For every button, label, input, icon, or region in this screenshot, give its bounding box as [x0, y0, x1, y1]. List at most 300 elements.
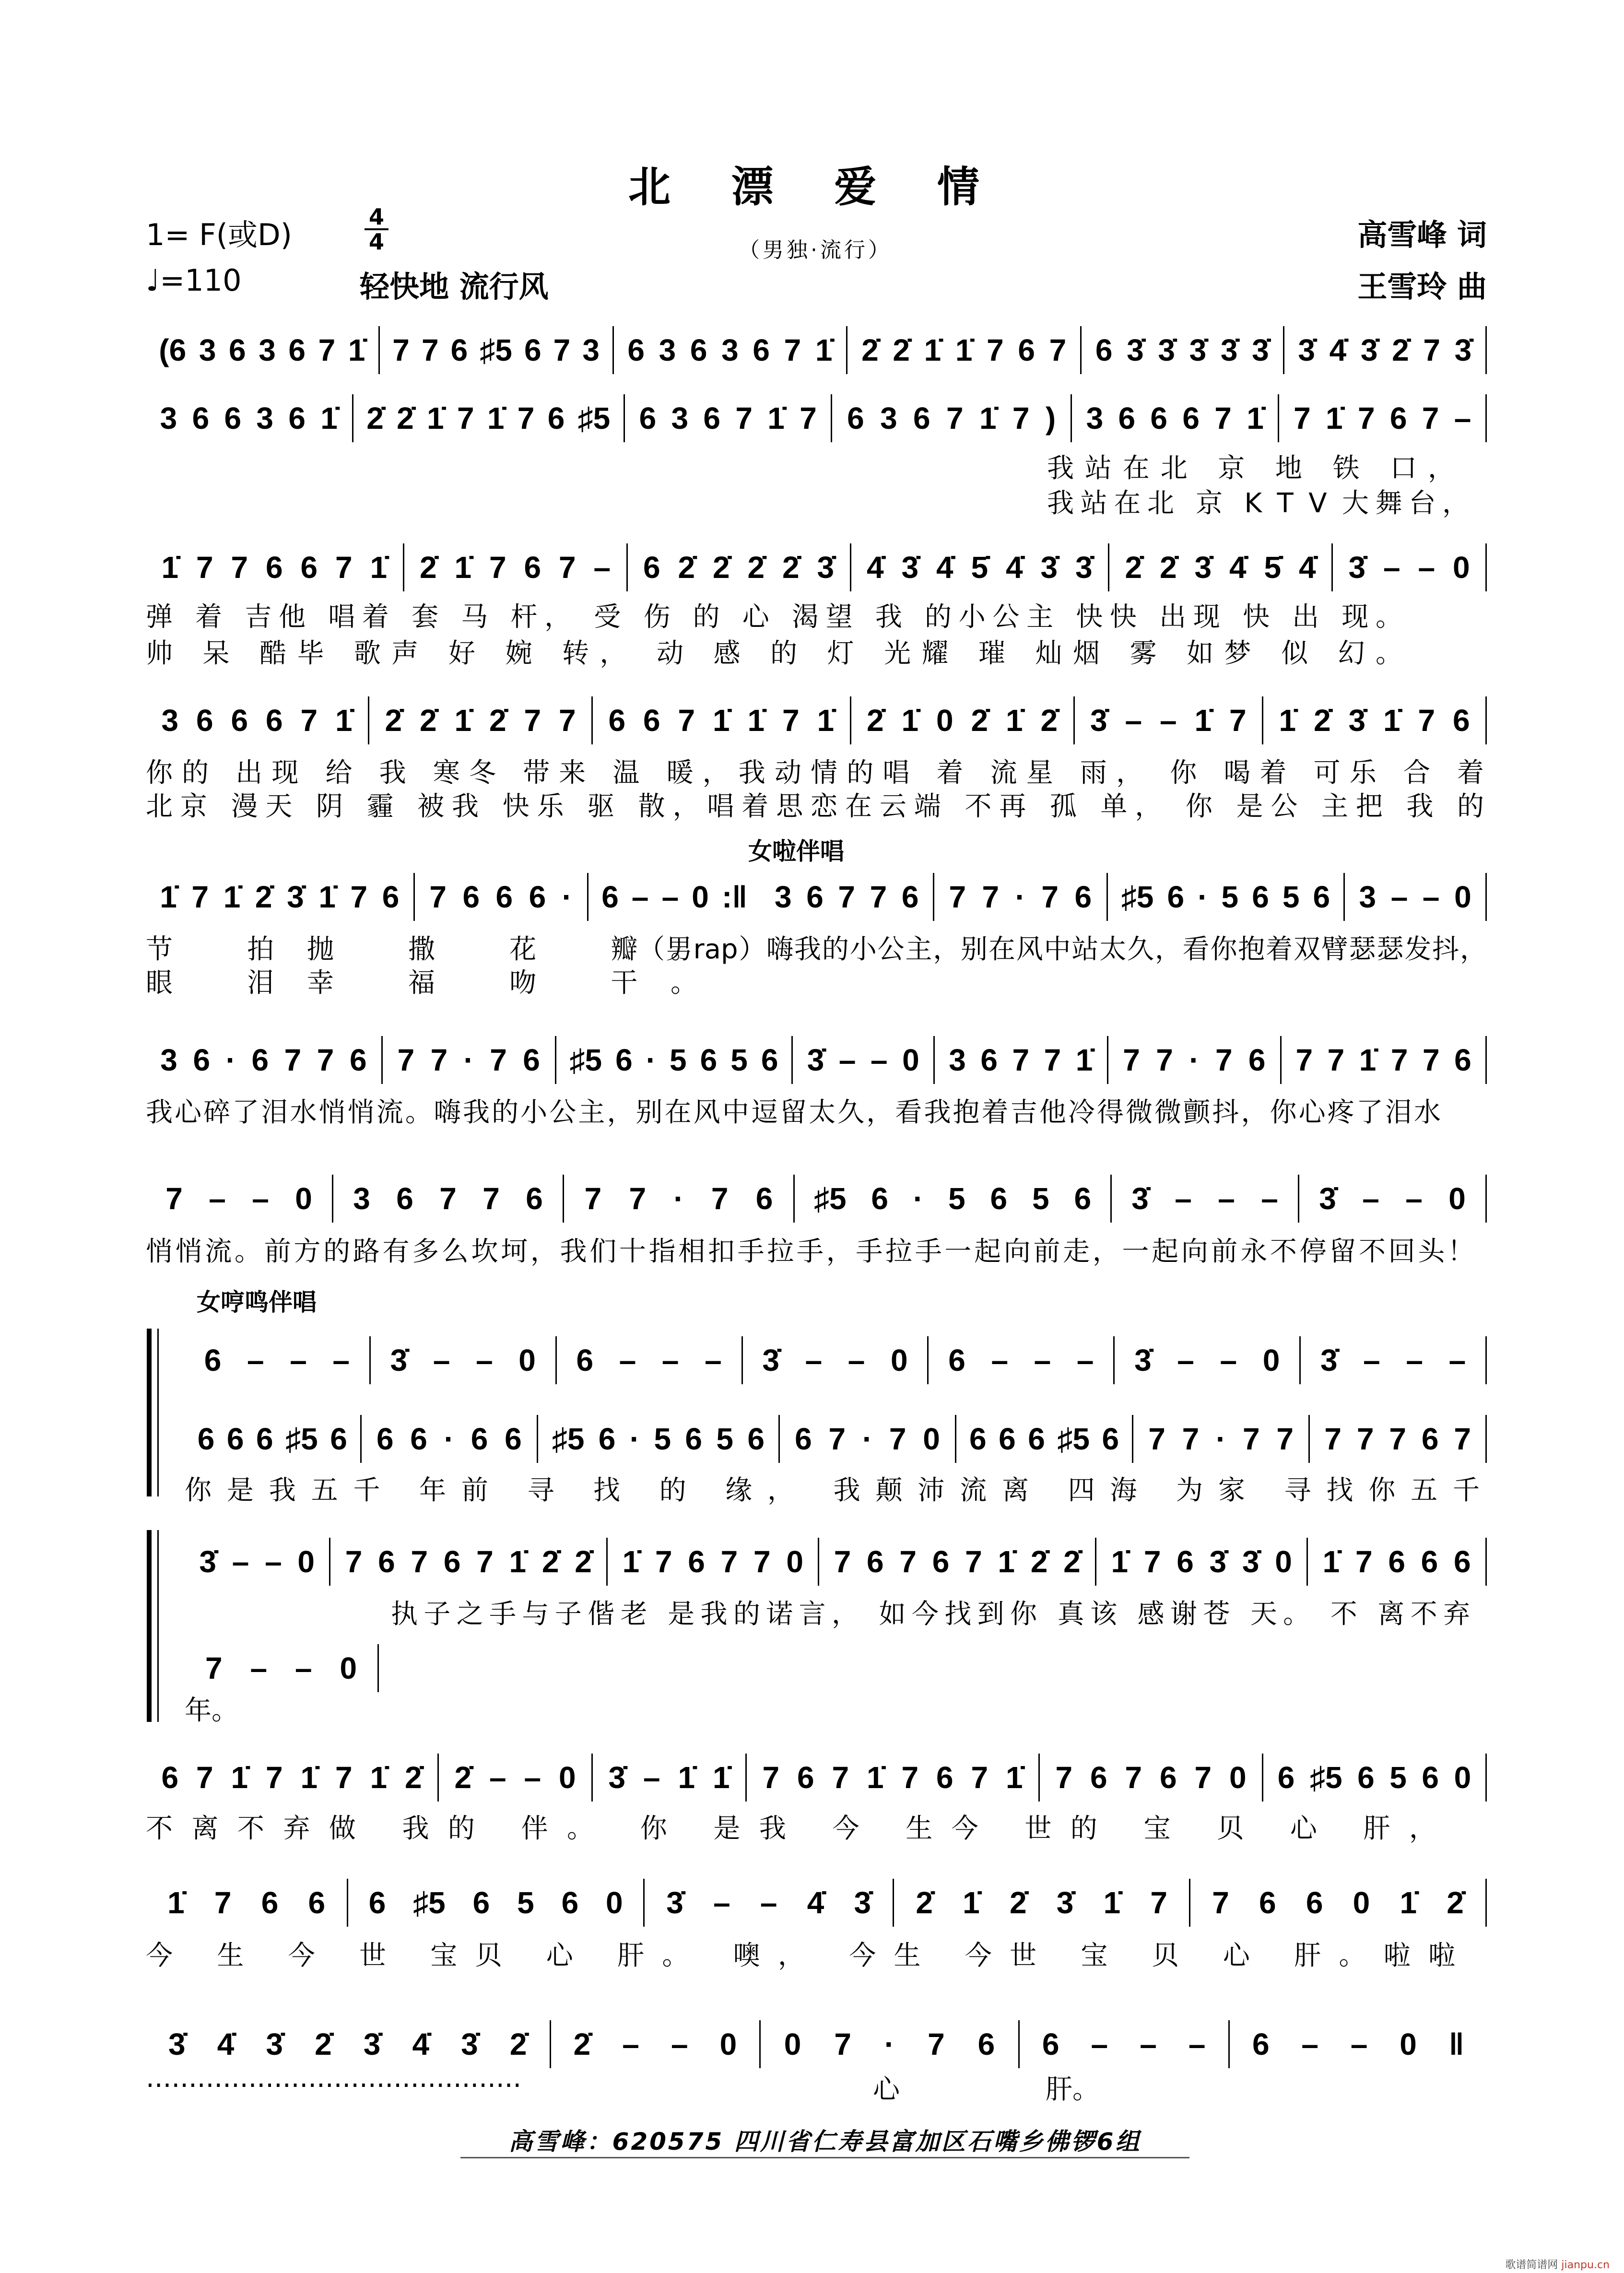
note: – [631, 880, 649, 914]
note: 7 [317, 1043, 334, 1077]
note: 6 [1252, 880, 1269, 914]
note: ♯5 [569, 1043, 602, 1077]
note: 6 [980, 1043, 998, 1077]
notation-system [146, 696, 1487, 744]
note: 6 [1388, 1544, 1405, 1579]
note: 6 [265, 703, 283, 738]
note: :‖ [721, 880, 748, 914]
note: 2̇ [1040, 703, 1058, 738]
measure [1075, 696, 1264, 744]
measure [1109, 543, 1333, 591]
note: 7 [196, 1760, 213, 1795]
note: 3̇ [168, 2027, 186, 2061]
note: 6 [1167, 880, 1185, 914]
note: · [444, 1422, 454, 1456]
note: 3̇ [901, 550, 919, 585]
note: 3̇ [1320, 1343, 1338, 1378]
measure [743, 1336, 929, 1384]
note: 6 [523, 1043, 540, 1077]
notation-system [146, 1036, 1487, 1084]
note: 1̇ [320, 401, 338, 436]
note: · [646, 1043, 657, 1077]
measure [1263, 696, 1487, 744]
note: 7 [1295, 1043, 1313, 1077]
note: 3̇ [1131, 1181, 1149, 1216]
note: ) [1045, 401, 1056, 436]
note: 6 [977, 2027, 995, 2061]
note: 6 [1248, 1043, 1266, 1077]
note: 7 [1123, 1043, 1140, 1077]
note: – [661, 1343, 679, 1378]
note: 3̇ [1348, 550, 1366, 585]
measure [832, 394, 1071, 442]
note: 7 [524, 703, 541, 738]
note: ♯5 [1309, 1760, 1342, 1795]
note: 7 [300, 703, 318, 738]
note: 6 [1042, 2027, 1059, 2061]
note: 1̇ [767, 401, 785, 436]
note: 3̇ [1189, 333, 1207, 367]
note: 3̇ [1209, 1544, 1227, 1579]
note: 6 [990, 1181, 1008, 1216]
measure [348, 1879, 645, 1927]
measure [1020, 2020, 1230, 2068]
note: 6 [969, 1422, 987, 1456]
note: 6 [608, 703, 626, 738]
note: 1̇ [712, 703, 730, 738]
measure [1308, 1538, 1487, 1586]
note: 6 [1177, 1544, 1194, 1579]
note: 1̇ [1111, 1544, 1129, 1579]
time-signature-bottom: 4 [368, 229, 384, 255]
lyric-line: 不离不弃做 我的 伴。 你 是我 今 生今 世的 宝 贝 心 肝， [146, 1813, 1436, 1844]
note: – [1383, 550, 1400, 585]
note: (6 [159, 333, 187, 367]
note: 3̇ [817, 550, 835, 585]
note: 1̇ [1359, 1043, 1377, 1077]
note: 6 [261, 1885, 279, 1920]
note: 6 [288, 333, 306, 367]
note: 1̇ [622, 1544, 640, 1579]
note: 7 [1049, 333, 1067, 367]
note: · [884, 2027, 895, 2061]
note: – [643, 1760, 660, 1795]
note: 0 [786, 1544, 803, 1579]
measure [185, 1644, 379, 1692]
song-title: 北 漂 爱 情 [628, 162, 1002, 212]
note: – [593, 550, 611, 585]
note: 3̇ [1075, 550, 1093, 585]
note: 6 [443, 1544, 461, 1579]
note: – [705, 1343, 722, 1378]
note: 7 [1390, 1043, 1408, 1077]
note: 6 [1018, 333, 1035, 367]
note: 7 [558, 703, 576, 738]
measure [1282, 1036, 1487, 1084]
note: 5 [716, 1422, 733, 1456]
note: 2̇ [541, 1544, 559, 1579]
measure [185, 1415, 362, 1463]
note: 7 [1214, 401, 1232, 436]
note: 7 [214, 1885, 232, 1920]
note: – [290, 1343, 307, 1378]
note: – [294, 1651, 312, 1685]
note: 7 [165, 1181, 183, 1216]
note: 7 [1355, 1544, 1373, 1579]
notation-system [146, 394, 1487, 442]
note: 3 [1086, 401, 1104, 436]
measure [761, 873, 934, 921]
note: 2̇ [419, 550, 437, 585]
note: 6 [231, 703, 248, 738]
measure [185, 1336, 371, 1384]
note: 5 [1389, 1760, 1407, 1795]
measure [747, 1754, 1040, 1802]
note: ♯5 [552, 1422, 585, 1456]
note: 7 [1212, 1885, 1229, 1920]
note: 2̇ [916, 1885, 933, 1920]
measure [1310, 1415, 1487, 1463]
note: – [250, 1651, 268, 1685]
note: 7 [482, 1181, 500, 1216]
note: – [247, 1343, 264, 1378]
note: 7 [1389, 1422, 1406, 1456]
note: 0 [936, 703, 953, 738]
note: 6 [1159, 1760, 1177, 1795]
note: 7 [655, 1544, 672, 1579]
female-hum-label: 女哼鸣伴唱 [197, 1288, 317, 1316]
note: 7 [1229, 703, 1247, 738]
measure [847, 326, 1082, 374]
notation-system [146, 326, 1487, 374]
note: 7 [1276, 1422, 1294, 1456]
note: 1̇ [487, 401, 505, 436]
note: 7 [720, 1544, 738, 1579]
note: 3̇ [266, 2027, 283, 2061]
note: 3 [161, 703, 179, 738]
note: 7 [753, 1544, 771, 1579]
note: ♯5 [813, 1181, 847, 1216]
measure [1115, 1336, 1301, 1384]
note: 7 [476, 1544, 494, 1579]
note: 7 [889, 1422, 906, 1456]
note: 6 [1306, 1885, 1323, 1920]
note: 1̇ [370, 1760, 388, 1795]
note: · [1189, 1043, 1200, 1077]
note: 2̇ [385, 703, 402, 738]
note: – [991, 1343, 1009, 1378]
note: 6 [1421, 1544, 1438, 1579]
note: 6 [256, 1422, 273, 1456]
note: 6 [251, 1043, 269, 1077]
note: 6 [224, 401, 242, 436]
note: 1̇ [817, 703, 835, 738]
measure [333, 1175, 564, 1223]
note: – [713, 1885, 730, 1920]
note: 4̇ [1329, 333, 1347, 367]
note: 6 [349, 1043, 367, 1077]
note: 2̇ [1447, 1885, 1464, 1920]
note: 3̇ [608, 1760, 626, 1795]
note: 3 [259, 333, 276, 367]
note: 1̇ [160, 880, 177, 914]
note: 7 [899, 1544, 917, 1579]
measure [780, 1415, 957, 1463]
notation-system [146, 873, 1487, 921]
note: 6 [1150, 401, 1168, 436]
note: 3̇ [854, 1885, 871, 1920]
note: 6 [382, 880, 400, 914]
note: 6 [378, 1544, 395, 1579]
note: 7 [397, 1043, 415, 1077]
system-bracket [147, 1530, 152, 1722]
note: 6 [472, 1885, 490, 1920]
note: 3̇ [1454, 333, 1472, 367]
note: 3̇ [1056, 1885, 1074, 1920]
note: 6 [192, 401, 210, 436]
note: 7 [231, 550, 248, 585]
measure [564, 1175, 795, 1223]
lyric-line: 悄悄流。前方的路有多么坎坷，我们十指相扣手拉手，手拉手一起向前走，一起向前永不停留不回头！ [146, 1236, 1474, 1267]
note: 7 [971, 1760, 989, 1795]
note: 4̇ [807, 1885, 824, 1920]
notation-system [185, 1415, 1487, 1463]
note: 6 [1074, 880, 1092, 914]
lyric-line: 今 生 今 世 宝贝 心 肝。 噢， 今生 今世 宝 贝 心 肝。啦啦 [146, 1940, 1455, 1971]
note: 3 [1359, 880, 1377, 914]
note: 1̇ [161, 550, 179, 585]
note: 6 [1102, 1422, 1119, 1456]
measure [146, 326, 380, 374]
note: 0 [297, 1544, 315, 1579]
note: 7 [265, 1760, 283, 1795]
note: 6 [229, 333, 246, 367]
note: 3̇ [1127, 333, 1144, 367]
note: 3̇ [1348, 703, 1366, 738]
note: 2̇ [1030, 1544, 1048, 1579]
note: 4̇ [1298, 550, 1316, 585]
note: 6 [948, 1343, 965, 1378]
note: 1̇ [1103, 1885, 1121, 1920]
note: 7 [901, 1760, 919, 1795]
note: · [1015, 880, 1025, 914]
note: 0 [902, 1043, 919, 1077]
measure [934, 873, 1108, 921]
note: 3̇ [807, 1043, 824, 1077]
measure [146, 1754, 439, 1802]
note: 2̇ [747, 550, 765, 585]
measure [1108, 1036, 1282, 1084]
measure [415, 873, 588, 921]
note: 7 [678, 703, 695, 738]
note: 6 [524, 550, 541, 585]
note: 3 [721, 333, 739, 367]
note: 6 [601, 880, 619, 914]
note: 3̇ [1134, 1343, 1152, 1378]
note: 1̇ [678, 1760, 695, 1795]
note: 7 [629, 1181, 647, 1216]
note: 7 [735, 401, 753, 436]
note: 6 [1452, 703, 1470, 738]
note: 1̇ [924, 333, 941, 367]
note: 6 [330, 1422, 347, 1456]
measure [1333, 543, 1487, 591]
lyric-line: （男rap）嗨我的小公主，别在风中站太久，看你抱着双臂瑟瑟发抖， [638, 934, 1487, 965]
note: 6 [265, 550, 283, 585]
note: – [805, 1343, 823, 1378]
note: 3̇ [666, 1885, 683, 1920]
measure [1345, 873, 1487, 921]
note: – [1363, 1343, 1380, 1378]
note: 2̇ [575, 1544, 592, 1579]
note: 2̇ [1009, 1885, 1027, 1920]
note: – [619, 1343, 636, 1378]
note: 7 [318, 333, 336, 367]
note: 7 [553, 333, 571, 367]
note: – [1390, 880, 1408, 914]
note: 1̇ [231, 1760, 248, 1795]
measure [371, 1336, 557, 1384]
note: 6 [615, 1043, 633, 1077]
note: 6 [368, 1885, 386, 1920]
notation-system [146, 2020, 1487, 2068]
note: 7 [1150, 1885, 1167, 1920]
note: – [232, 1544, 249, 1579]
note: 6 [193, 1043, 211, 1077]
note: 0 [1454, 880, 1471, 914]
note: 7 [1055, 1760, 1073, 1795]
note: 7 [1156, 1043, 1173, 1077]
measure [593, 696, 851, 744]
note: 1̇ [979, 401, 997, 436]
note: 1̇ [300, 1760, 318, 1795]
note: – [661, 880, 679, 914]
note: – [476, 1343, 493, 1378]
note: 7 [1294, 401, 1311, 436]
note: 7 [284, 1043, 302, 1077]
measure [380, 326, 614, 374]
note: 1̇ [747, 703, 765, 738]
note: 6 [685, 1422, 702, 1456]
lyric-line: 你的 出现 给 我 寒冬 带来 温 暖，我动情的唱 着 流星 雨， 你 喝着 可乐 合 着 [146, 757, 1484, 789]
note: 0 [784, 2027, 801, 2061]
lyric-line: 节 拍抛 撒 花 瓣。 [146, 934, 697, 965]
note: – [1175, 1181, 1192, 1216]
note: 5 [654, 1422, 671, 1456]
note: 2̇ [866, 703, 884, 738]
note: 7 [1422, 401, 1439, 436]
note: 6 [376, 1422, 394, 1456]
note: 6 [450, 333, 468, 367]
note: 2̇ [782, 550, 800, 585]
note: 3̇ [762, 1343, 779, 1378]
note: 3 [775, 880, 792, 914]
note: – [847, 1343, 865, 1378]
note: 7 [1357, 401, 1375, 436]
note: 6 [288, 401, 306, 436]
note: 6 [755, 1181, 773, 1216]
measure [146, 1175, 333, 1223]
note: 5̇ [971, 550, 989, 585]
note: 7 [429, 880, 447, 914]
measure [383, 1036, 556, 1084]
note: 2̇ [1125, 550, 1142, 585]
measure [146, 543, 404, 591]
lyric-line: 肝。 [1046, 2074, 1099, 2105]
female-la-label: 女啦伴唱 [748, 837, 844, 865]
measure [538, 1415, 780, 1463]
lyric-line: 我心碎了泪水悄悄流。嗨我的小公主，别在风中逗留太久，看我抱着吉他冷得微微颤抖，你心疼了泪水 [146, 1097, 1441, 1128]
note: 2̇ [489, 703, 506, 738]
note: 3̇ [199, 1544, 216, 1579]
composer: 王雪玲 曲 [1357, 269, 1487, 304]
measure [851, 696, 1075, 744]
note: 2̇ [1392, 333, 1409, 367]
note: 7 [834, 1544, 851, 1579]
note: 7 [558, 550, 576, 585]
measure [645, 1879, 894, 1927]
note: – [1406, 1343, 1423, 1378]
note: 3 [160, 1043, 177, 1077]
measure [353, 394, 625, 442]
measure [557, 1336, 743, 1384]
note: 1̇ [1247, 401, 1264, 436]
note: 0 [719, 2027, 737, 2061]
measure [439, 1754, 593, 1802]
note: 6 [999, 1422, 1016, 1456]
note: 7 [1418, 703, 1436, 738]
lyric-line: 我站在北 京 K T V 大舞台， [1047, 488, 1469, 519]
note: 7 [517, 401, 535, 436]
note: 7 [1423, 333, 1440, 367]
note: 5 [948, 1181, 965, 1216]
note: 2̇ [509, 2027, 527, 2061]
note: 1̇ [318, 880, 336, 914]
note: 1̇ [1279, 703, 1296, 738]
lyric-line: 你是我五千 年前 寻 找 的 缘， 我颠沛流离 四海 为家 寻找你五千 [185, 1475, 1480, 1506]
note: 2̇ [971, 703, 989, 738]
note: 6 [576, 1343, 594, 1378]
note: – [1140, 2027, 1157, 2061]
lyric-line: 弹 着 吉他 唱着 套 马 杆， 受 伤 的 心 渴望 我 的小公主 快快 出现 快 出 现。 [146, 601, 1402, 633]
note: 6 [1118, 401, 1136, 436]
measure [956, 1415, 1133, 1463]
note: 3 [880, 401, 897, 436]
note: 2̇ [893, 333, 910, 367]
note: 1̇ [963, 1885, 980, 1920]
note: 4̇ [1005, 550, 1023, 585]
note: 4̇ [217, 2027, 235, 2061]
note: 6 [806, 880, 824, 914]
note: 3 [199, 333, 216, 367]
note: 3̇ [390, 1343, 408, 1378]
notation-system [185, 1538, 1487, 1586]
note: 7 [1148, 1422, 1165, 1456]
note: 6 [197, 1422, 215, 1456]
note: 1̇ [348, 333, 365, 367]
measure [146, 1879, 348, 1927]
note: 2̇ [454, 1760, 472, 1795]
note: 1̇ [509, 1544, 527, 1579]
note: ♯5 [480, 333, 512, 367]
note: – [1076, 1343, 1094, 1378]
system-bracket [147, 1329, 152, 1496]
note: – [671, 2027, 688, 2061]
note: 6 [1422, 1760, 1439, 1795]
note: 6 [226, 1422, 244, 1456]
note: 6 [1252, 2027, 1270, 2061]
note: 1̇ [1383, 703, 1400, 738]
